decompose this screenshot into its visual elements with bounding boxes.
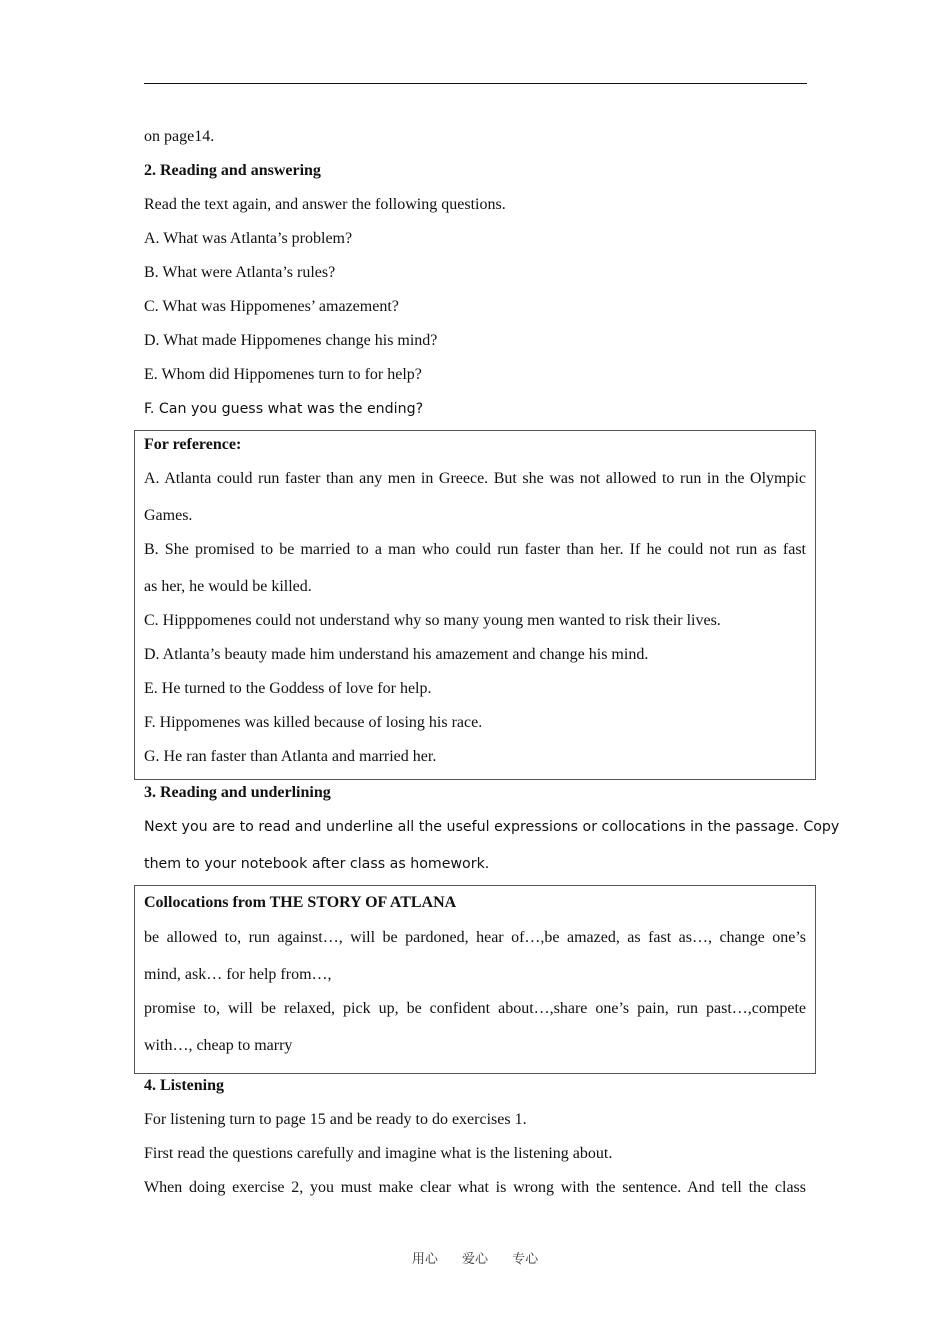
question-e: E. Whom did Hippomenes turn to for help? bbox=[144, 366, 422, 383]
continued-text: on page14. bbox=[144, 128, 215, 145]
section-4-line3: When doing exercise 2, you must make clear what is wrong with the sentence. And tell the class bbox=[144, 1179, 806, 1196]
header-rule bbox=[144, 83, 807, 84]
question-f: F. Can you guess what was the ending? bbox=[144, 401, 424, 417]
reference-box bbox=[134, 430, 816, 780]
reference-d: D. Atlanta’s beauty made him understand his amazement and change his mind. bbox=[144, 646, 649, 663]
section-2-intro: Read the text again, and answer the following questions. bbox=[144, 196, 506, 213]
section-3-line1: Next you are to read and underline all the useful expressions or collocations in the passage. Copy bbox=[144, 819, 840, 835]
section-4-heading: 4. Listening bbox=[144, 1077, 225, 1094]
section-3-line2: them to your notebook after class as homework. bbox=[144, 856, 490, 872]
reference-e: E. He turned to the Goddess of love for help. bbox=[144, 680, 432, 697]
reference-a-line2: Games. bbox=[144, 507, 193, 524]
collocations-p2-line1: promise to, will be relaxed, pick up, be confident about…,share one’s pain, run past…,compete bbox=[144, 1000, 806, 1017]
reference-title: For reference: bbox=[144, 436, 242, 453]
collocations-title: Collocations from THE STORY OF ATLANA bbox=[144, 894, 457, 911]
collocations-p1-line2: mind, ask… for help from…, bbox=[144, 966, 332, 983]
section-4-line1: For listening turn to page 15 and be ready to do exercises 1. bbox=[144, 1111, 527, 1128]
question-d: D. What made Hippomenes change his mind? bbox=[144, 332, 438, 349]
question-a: A. What was Atlanta’s problem? bbox=[144, 230, 353, 247]
reference-f: F. Hippomenes was killed because of losing his race. bbox=[144, 714, 483, 731]
reference-a-line1: A. Atlanta could run faster than any men in Greece. But she was not allowed to run in the Olympic bbox=[144, 470, 806, 487]
reference-b-line2: as her, he would be killed. bbox=[144, 578, 312, 595]
section-4-line2: First read the questions carefully and imagine what is the listening about. bbox=[144, 1145, 613, 1162]
reference-b-line1: B. She promised to be married to a man who could run faster than her. If he could not run as fast bbox=[144, 541, 806, 558]
section-2-heading: 2. Reading and answering bbox=[144, 162, 321, 179]
collocations-box bbox=[134, 885, 816, 1074]
question-c: C. What was Hippomenes’ amazement? bbox=[144, 298, 399, 315]
question-b: B. What were Atlanta’s rules? bbox=[144, 264, 336, 281]
page-footer: 用心 爱心 专心 bbox=[411, 1252, 539, 1267]
section-3-heading: 3. Reading and underlining bbox=[144, 784, 331, 801]
collocations-p2-line2: with…, cheap to marry bbox=[144, 1037, 293, 1054]
collocations-p1-line1: be allowed to, run against…, will be pardoned, hear of…,be amazed, as fast as…, change one’s bbox=[144, 929, 806, 946]
reference-g: G. He ran faster than Atlanta and married her. bbox=[144, 748, 437, 765]
reference-c: C. Hipppomenes could not understand why so many young men wanted to risk their lives. bbox=[144, 612, 721, 629]
